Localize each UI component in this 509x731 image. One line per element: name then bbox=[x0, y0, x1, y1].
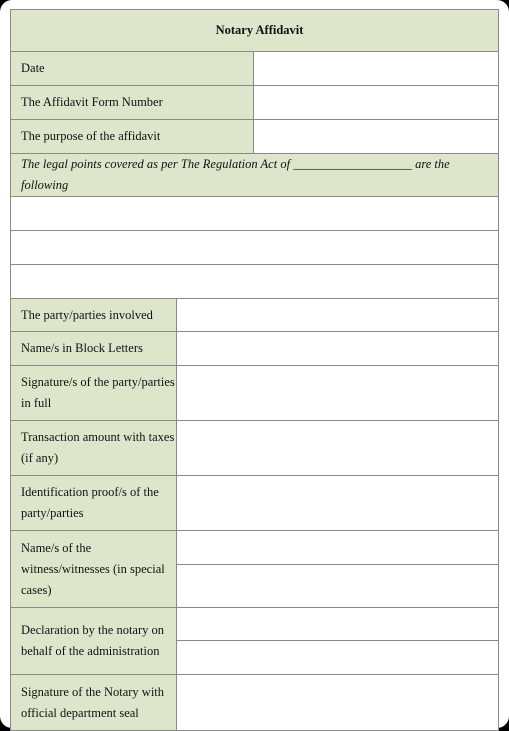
date-field[interactable] bbox=[254, 52, 499, 86]
affidavit-form-table bbox=[10, 9, 499, 731]
notary-declaration-field-2[interactable] bbox=[177, 641, 499, 675]
legal-point-line-1[interactable] bbox=[11, 197, 499, 231]
form-number-field[interactable] bbox=[254, 86, 499, 120]
legal-point-line-3[interactable] bbox=[11, 265, 499, 299]
parties-involved-field[interactable] bbox=[177, 299, 499, 332]
block-letters-field[interactable] bbox=[177, 332, 499, 366]
form-title: Notary Affidavit bbox=[11, 10, 499, 52]
party-signature-label: Signature/s of the party/parties in full bbox=[11, 366, 177, 421]
transaction-amount-label: Transaction amount with taxes (if any) bbox=[11, 421, 177, 476]
legal-points-tail: are the following bbox=[21, 157, 450, 192]
purpose-label: The purpose of the affidavit bbox=[11, 120, 254, 154]
block-letters-label: Name/s in Block Letters bbox=[11, 332, 177, 366]
party-signature-field[interactable] bbox=[177, 366, 499, 421]
witness-names-field-1[interactable] bbox=[177, 531, 499, 565]
witness-names-label: Name/s of the witness/witnesses (in special cases) bbox=[11, 531, 177, 608]
identification-proof-field[interactable] bbox=[177, 476, 499, 531]
purpose-field[interactable] bbox=[254, 120, 499, 154]
regulation-act-blank: ___________________ bbox=[293, 157, 412, 171]
date-label: Date bbox=[11, 52, 254, 86]
notary-signature-field[interactable] bbox=[177, 675, 499, 731]
witness-names-field-2[interactable] bbox=[177, 565, 499, 608]
identification-proof-label: Identification proof/s of the party/parties bbox=[11, 476, 177, 531]
transaction-amount-field[interactable] bbox=[177, 421, 499, 476]
legal-points-heading bbox=[11, 154, 499, 197]
form-number-label: The Affidavit Form Number bbox=[11, 86, 254, 120]
legal-points-lead: The legal points covered as per The Regulation Act of bbox=[21, 157, 291, 171]
parties-involved-label: The party/parties involved bbox=[11, 299, 177, 332]
legal-point-line-2[interactable] bbox=[11, 231, 499, 265]
notary-declaration-label: Declaration by the notary on behalf of the administration bbox=[11, 608, 177, 675]
notary-signature-label: Signature of the Notary with official department seal bbox=[11, 675, 177, 731]
notary-declaration-field-1[interactable] bbox=[177, 608, 499, 641]
